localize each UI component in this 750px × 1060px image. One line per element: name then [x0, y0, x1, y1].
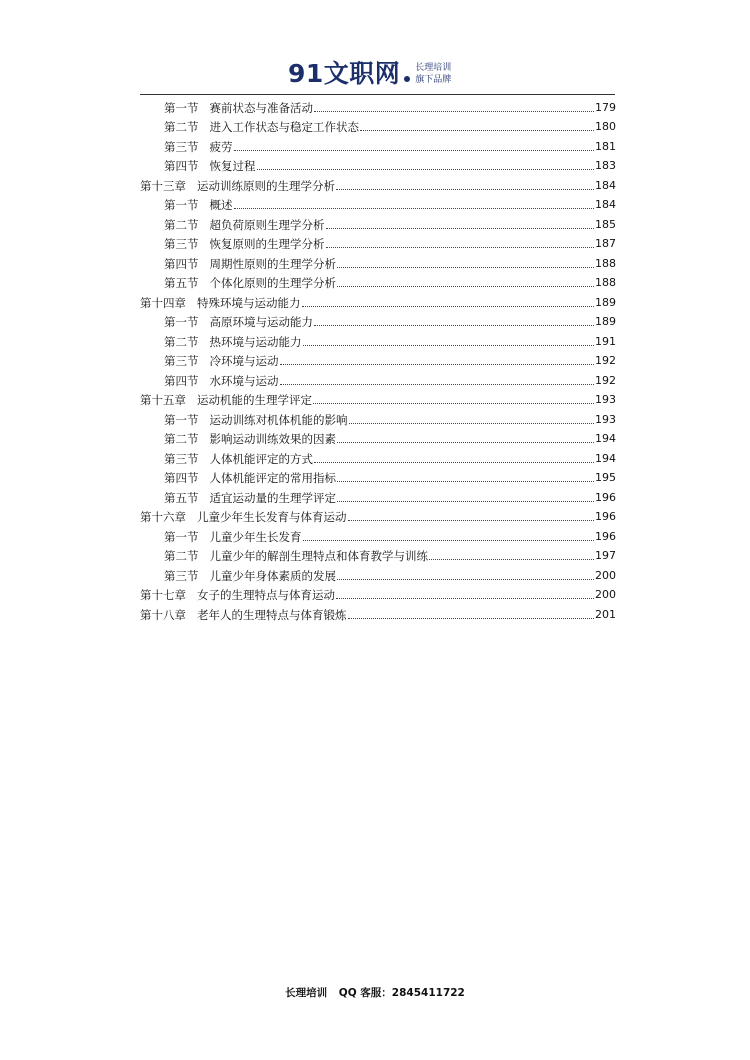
- toc-chapter-entry[interactable]: [140, 174, 616, 194]
- page-footer: [0, 985, 750, 1000]
- toc-section-entry[interactable]: [140, 447, 616, 467]
- toc-section-entry[interactable]: [140, 486, 616, 506]
- toc-dot-leader: [314, 111, 594, 112]
- toc-section-entry[interactable]: [140, 467, 616, 487]
- toc-entry-number: 第十四章: [140, 295, 186, 310]
- toc-entry-number: 第三节: [164, 139, 199, 154]
- toc-section-entry[interactable]: [140, 116, 616, 136]
- toc-dot-leader: [429, 559, 594, 560]
- logo-main-text: 91文职网: [288, 59, 401, 88]
- toc-entry-page: 194: [595, 432, 616, 445]
- toc-entry-number: 第五节: [164, 490, 199, 505]
- footer-qq: [339, 987, 465, 999]
- toc-dot-leader: [234, 150, 595, 151]
- toc-chapter-entry[interactable]: [140, 389, 616, 409]
- toc-entry-number: 第一节: [164, 100, 199, 115]
- toc-entry-number: 第四节: [164, 471, 199, 485]
- toc-section-entry[interactable]: [140, 408, 616, 428]
- toc-entry-page: 194: [595, 451, 616, 465]
- toc-entry-number: 第三节: [164, 354, 199, 368]
- toc-section-entry[interactable]: [140, 252, 616, 272]
- toc-dot-leader: [326, 247, 595, 248]
- toc-entry-title: 女子的生理特点与体育运动: [197, 588, 335, 602]
- toc-section-entry[interactable]: [140, 428, 616, 448]
- toc-entry-page: 183: [595, 159, 616, 172]
- toc-dot-leader: [337, 286, 594, 287]
- toc-dot-leader: [313, 403, 594, 404]
- toc-entry-number: 第四节: [164, 159, 199, 173]
- toc-entry-title: 人体机能评定的方式: [209, 451, 313, 466]
- toc-entry-number: 第一节: [164, 529, 199, 544]
- toc-dot-leader: [234, 208, 595, 209]
- toc-entry-number: 第三节: [164, 568, 199, 583]
- toc-entry-page: 189: [595, 295, 616, 309]
- toc-entry-title: 超负荷原则生理学分析: [209, 217, 325, 232]
- toc-entry-number: 第二节: [164, 334, 199, 349]
- toc-dot-leader: [360, 130, 594, 131]
- toc-entry-title: 影响运动训练效果的因素: [209, 432, 336, 446]
- toc-entry-page: 193: [595, 393, 616, 406]
- toc-entry-page: 197: [595, 549, 616, 562]
- toc-entry-title: 儿童少年身体素质的发展: [209, 568, 336, 583]
- toc-entry-title: 儿童少年生长发育与体育运动: [197, 510, 347, 524]
- toc-entry-number: 第三节: [164, 451, 199, 466]
- toc-entry-title: 概述: [209, 198, 233, 212]
- toc-entry-page: 191: [595, 334, 616, 348]
- toc-entry-page: 201: [595, 607, 616, 621]
- toc-dot-leader: [257, 169, 595, 170]
- toc-dot-leader: [337, 267, 594, 268]
- toc-entry-title: 水环境与运动: [209, 373, 279, 388]
- toc-section-entry[interactable]: [140, 233, 616, 253]
- toc-dot-leader: [337, 579, 594, 580]
- toc-entry-title: 儿童少年生长发育: [209, 529, 302, 544]
- toc-entry-title: 热环境与运动能力: [209, 334, 302, 349]
- toc-section-entry[interactable]: [140, 545, 616, 565]
- toc-entry-title: 恢复原则的生理学分析: [209, 237, 325, 251]
- toc-entry-title: 疲劳: [209, 139, 233, 154]
- toc-entry-page: 200: [595, 588, 616, 601]
- toc-entry-page: 181: [595, 139, 616, 153]
- toc-entry-page: 185: [595, 217, 616, 231]
- toc-dot-leader: [280, 364, 595, 365]
- toc-entry-number: 第五节: [164, 276, 199, 290]
- toc-dot-leader: [336, 598, 594, 599]
- toc-entry-page: 180: [595, 120, 616, 133]
- toc-dot-leader: [303, 540, 595, 541]
- toc-entry-page: 184: [595, 198, 616, 211]
- brand-logo: [288, 60, 451, 88]
- toc-chapter-entry[interactable]: [140, 584, 616, 604]
- toc-section-entry[interactable]: [140, 155, 616, 175]
- toc-section-entry[interactable]: [140, 330, 616, 350]
- toc-section-entry[interactable]: [140, 564, 616, 584]
- toc-entry-page: 192: [595, 373, 616, 387]
- logo-dot-icon: [404, 76, 410, 82]
- toc-dot-leader: [348, 618, 595, 619]
- toc-entry-number: 第十三章: [140, 178, 186, 193]
- toc-entry-page: 189: [595, 315, 616, 328]
- toc-entry-page: 200: [595, 568, 616, 582]
- toc-entry-number: 第一节: [164, 198, 199, 212]
- toc-entry-number: 第一节: [164, 412, 199, 427]
- toc-dot-leader: [326, 228, 595, 229]
- logo-tagline: [415, 62, 451, 86]
- toc-dot-leader: [280, 384, 595, 385]
- toc-entry-number: 第四节: [164, 373, 199, 388]
- toc-entry-page: 192: [595, 354, 616, 367]
- toc-chapter-entry[interactable]: [140, 506, 616, 526]
- footer-qq-number: 2845411722: [391, 987, 465, 999]
- toc-entry-number: 第二节: [164, 549, 199, 563]
- header-divider: [140, 94, 615, 95]
- toc-section-entry[interactable]: [140, 96, 616, 116]
- toc-entry-title: 恢复过程: [209, 159, 256, 173]
- toc-entry-page: 187: [595, 237, 616, 250]
- toc-entry-number: 第四节: [164, 256, 199, 271]
- toc-entry-number: 第一节: [164, 315, 199, 329]
- toc-entry-page: 184: [595, 178, 616, 192]
- toc-entry-page: 188: [595, 276, 616, 289]
- toc-dot-leader: [349, 423, 595, 424]
- toc-section-entry[interactable]: [140, 525, 616, 545]
- toc-entry-title: 个体化原则的生理学分析: [209, 276, 336, 290]
- toc-section-entry[interactable]: [140, 213, 616, 233]
- toc-entry-number: 第十七章: [140, 588, 186, 602]
- toc-chapter-entry[interactable]: [140, 291, 616, 311]
- toc-entry-number: 第二节: [164, 217, 199, 232]
- toc-entry-page: 188: [595, 256, 616, 270]
- logo-tag-line-2: 旗下品牌: [415, 75, 452, 85]
- toc-entry-title: 人体机能评定的常用指标: [209, 471, 336, 485]
- toc-entry-page: 196: [595, 529, 616, 543]
- toc-entry-title: 运动训练原则的生理学分析: [197, 178, 335, 193]
- footer-qq-label: QQ 客服：: [338, 987, 392, 999]
- toc-entry-title: 老年人的生理特点与体育锻炼: [197, 607, 347, 622]
- footer-brand: 长理培训: [285, 987, 328, 999]
- toc-dot-leader: [336, 189, 594, 190]
- toc-entry-title: 高原环境与运动能力: [209, 315, 313, 329]
- toc-section-entry[interactable]: [140, 272, 616, 292]
- toc-dot-leader: [348, 520, 595, 521]
- toc-dot-leader: [314, 462, 594, 463]
- toc-entry-title: 特殊环境与运动能力: [197, 295, 301, 310]
- toc-entry-number: 第二节: [164, 432, 199, 446]
- toc-entry-number: 第三节: [164, 237, 199, 251]
- toc-entry-title: 冷环境与运动: [209, 354, 279, 368]
- toc-entry-number: 第十五章: [140, 393, 186, 407]
- toc-entry-title: 赛前状态与准备活动: [209, 100, 313, 115]
- logo-tag-line-1: 长理培训: [415, 63, 452, 73]
- toc-entry-title: 运动训练对机体机能的影响: [209, 412, 348, 427]
- toc-entry-page: 195: [595, 471, 616, 484]
- toc-dot-leader: [337, 501, 594, 502]
- toc-dot-leader: [303, 345, 595, 346]
- toc-dot-leader: [314, 325, 594, 326]
- toc-entry-page: 179: [595, 100, 616, 114]
- toc-section-entry[interactable]: [140, 350, 616, 370]
- toc-entry-title: 进入工作状态与稳定工作状态: [209, 120, 359, 134]
- toc-dot-leader: [337, 481, 594, 482]
- toc-chapter-entry[interactable]: [140, 603, 616, 623]
- toc-dot-leader: [337, 442, 594, 443]
- toc-entry-page: 196: [595, 490, 616, 504]
- toc-section-entry[interactable]: [140, 311, 616, 331]
- table-of-contents: [140, 96, 616, 623]
- toc-entry-number: 第二节: [164, 120, 199, 134]
- toc-entry-number: 第十八章: [140, 607, 186, 622]
- toc-entry-page: 193: [595, 412, 616, 426]
- toc-entry-title: 儿童少年的解剖生理特点和体育教学与训练: [209, 549, 428, 563]
- toc-entry-page: 196: [595, 510, 616, 523]
- toc-section-entry[interactable]: [140, 135, 616, 155]
- toc-section-entry[interactable]: [140, 194, 616, 214]
- toc-entry-number: 第十六章: [140, 510, 186, 524]
- toc-entry-title: 适宜运动量的生理学评定: [209, 490, 336, 505]
- toc-dot-leader: [302, 306, 595, 307]
- toc-entry-title: 周期性原则的生理学分析: [209, 256, 336, 271]
- toc-section-entry[interactable]: [140, 369, 616, 389]
- toc-entry-title: 运动机能的生理学评定: [197, 393, 312, 407]
